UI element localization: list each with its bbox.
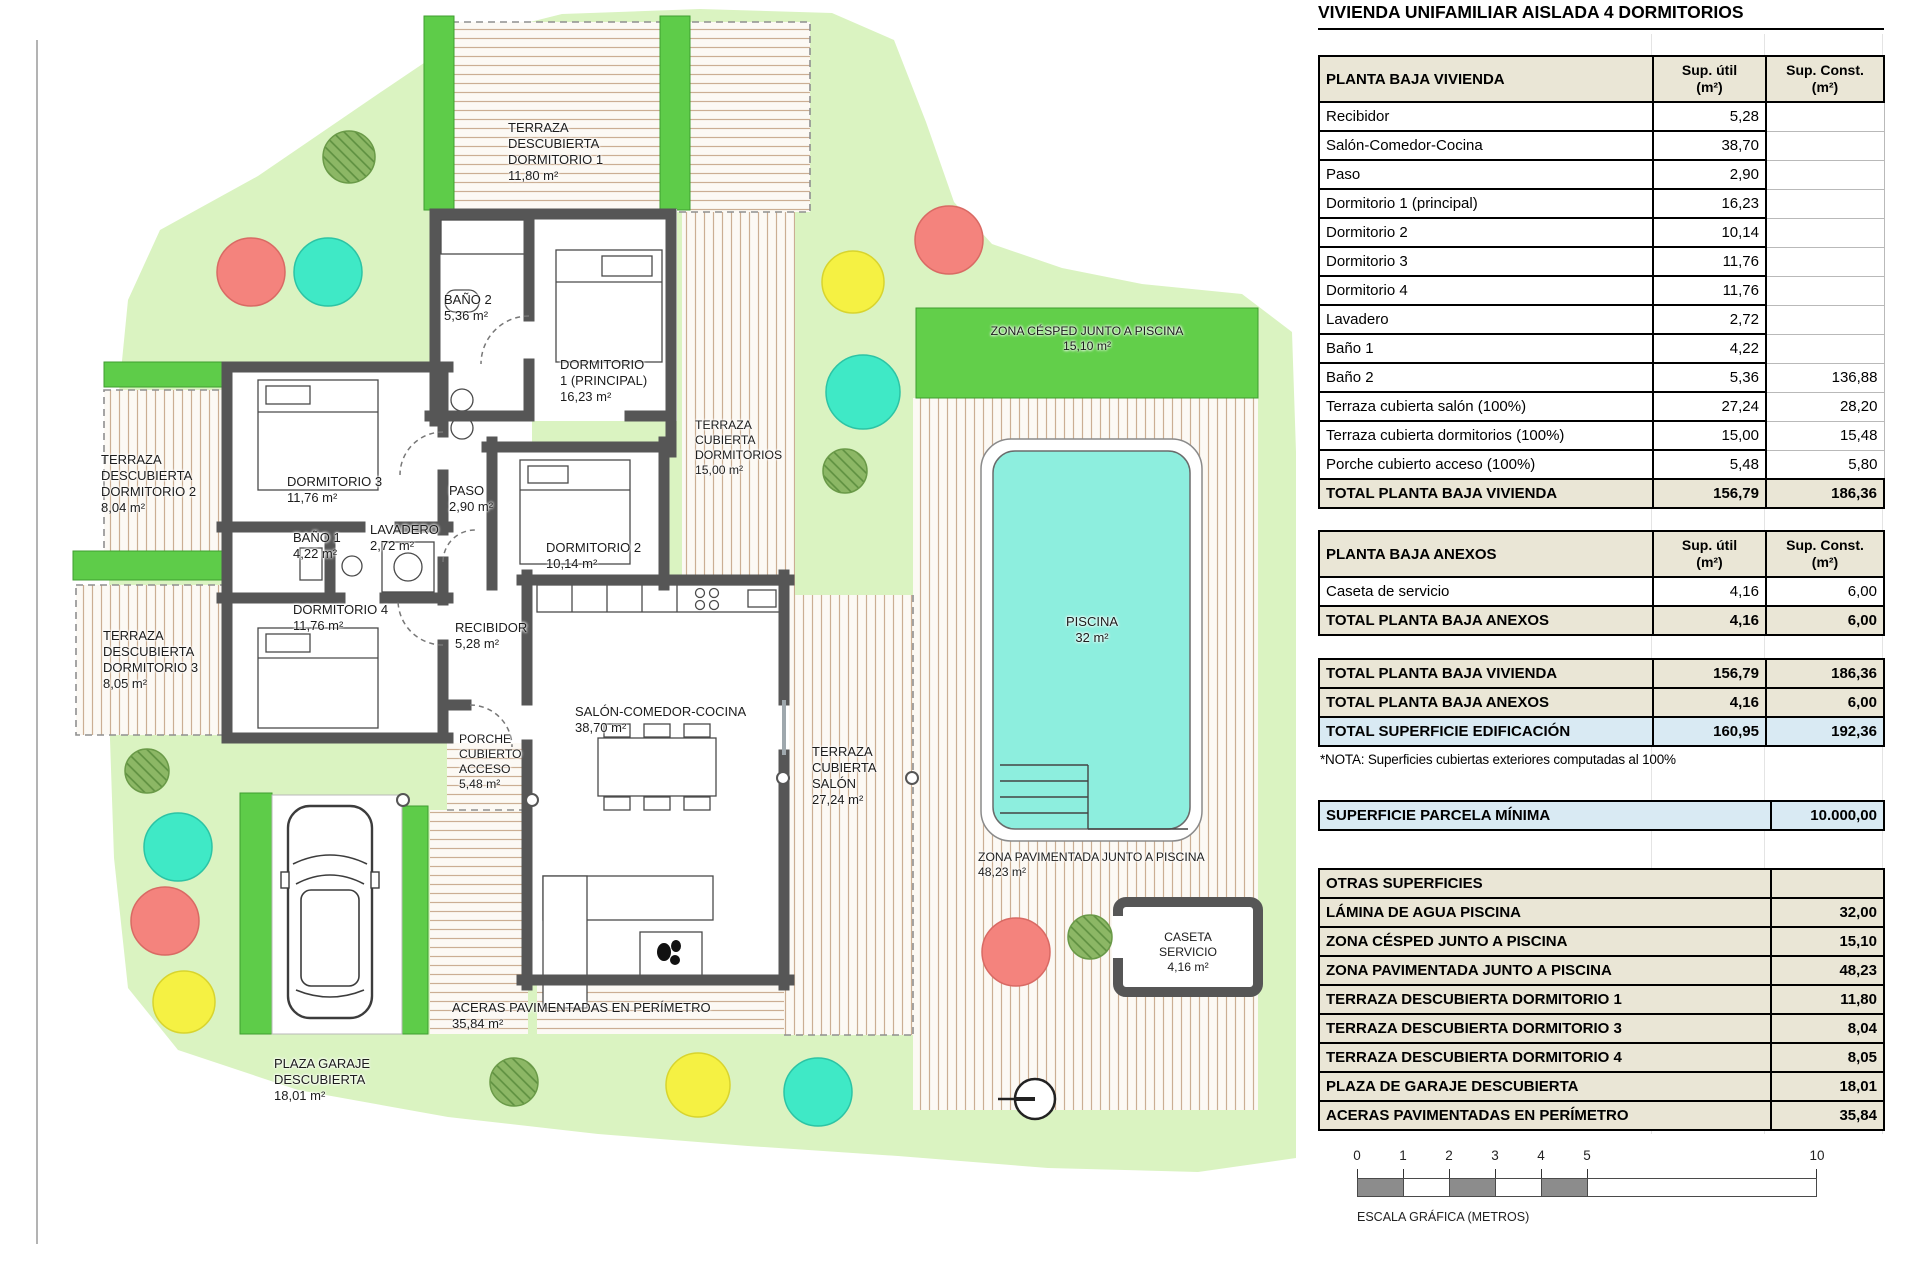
table-row bbox=[1319, 1043, 1884, 1072]
total-sup-util: 156,79 bbox=[1653, 479, 1766, 508]
row-sup-const: 5,80 bbox=[1766, 450, 1884, 479]
row-label: SUPERFICIE PARCELA MÍNIMA bbox=[1319, 801, 1771, 830]
table-row bbox=[1319, 276, 1884, 305]
row-sup-util: 4,16 bbox=[1653, 688, 1766, 717]
table-row bbox=[1319, 189, 1884, 218]
row-label: ACERAS PAVIMENTADAS EN PERÍMETRO bbox=[1319, 1101, 1771, 1130]
car-icon bbox=[281, 806, 379, 1018]
scale-tick bbox=[1357, 1169, 1358, 1178]
tree-olive bbox=[125, 749, 169, 793]
scale-tick bbox=[1587, 1169, 1588, 1178]
row-value: 10.000,00 bbox=[1771, 801, 1884, 830]
row-sup-util: 5,48 bbox=[1653, 450, 1766, 479]
table-planta-baja-anexos bbox=[1318, 530, 1885, 636]
note-text: *NOTA: Superficies cubiertas exteriores computadas al 100% bbox=[1320, 752, 1676, 767]
total-label: TOTAL PLANTA BAJA VIVIENDA bbox=[1319, 479, 1653, 508]
row-label: PLAZA DE GARAJE DESCUBIERTA bbox=[1319, 1072, 1771, 1101]
row-value: 8,05 bbox=[1771, 1043, 1884, 1072]
table-row bbox=[1319, 392, 1884, 421]
label-porche-cubierto-acceso: PORCHE CUBIERTO ACCESO 5,48 m² bbox=[459, 732, 522, 791]
table-row bbox=[1319, 334, 1884, 363]
row-sup-util: 2,90 bbox=[1653, 160, 1766, 189]
row-value: 11,80 bbox=[1771, 985, 1884, 1014]
row-label: Recibidor bbox=[1319, 102, 1653, 131]
row-sup-const bbox=[1766, 218, 1884, 247]
row-value: 15,10 bbox=[1771, 927, 1884, 956]
row-label: Caseta de servicio bbox=[1319, 577, 1653, 606]
row-sup-util: 11,76 bbox=[1653, 247, 1766, 276]
summary-total-row bbox=[1319, 717, 1884, 746]
scale-tick bbox=[1495, 1169, 1496, 1178]
table-title: PLANTA BAJA ANEXOS bbox=[1319, 531, 1653, 577]
label-zona-cesped: ZONA CÉSPED JUNTO A PISCINA 15,10 m² bbox=[990, 324, 1184, 353]
tree-salmon bbox=[915, 206, 983, 274]
table-row bbox=[1319, 898, 1884, 927]
scale-segment bbox=[1357, 1178, 1404, 1197]
total-sup-const: 6,00 bbox=[1766, 606, 1884, 635]
row-sup-const bbox=[1766, 276, 1884, 305]
table-row bbox=[1319, 985, 1884, 1014]
row-label: TOTAL SUPERFICIE EDIFICACIÓN bbox=[1319, 717, 1653, 746]
table-row bbox=[1319, 927, 1884, 956]
label-caseta-servicio: CASETA SERVICIO 4,16 m² bbox=[1158, 930, 1218, 974]
row-sup-util: 5,28 bbox=[1653, 102, 1766, 131]
table-row bbox=[1319, 160, 1884, 189]
row-label: Dormitorio 2 bbox=[1319, 218, 1653, 247]
row-sup-const bbox=[1766, 189, 1884, 218]
summary-row bbox=[1319, 688, 1884, 717]
label-lavadero: LAVADERO 2,72 m² bbox=[370, 522, 439, 553]
table-title: PLANTA BAJA VIVIENDA bbox=[1319, 56, 1653, 102]
tree-olive bbox=[323, 131, 375, 183]
col-header-sup-const: Sup. Const. (m²) bbox=[1766, 56, 1884, 102]
row-label: TERRAZA DESCUBIERTA DORMITORIO 3 bbox=[1319, 1014, 1771, 1043]
tree-olive bbox=[1068, 915, 1112, 959]
table-parcela-minima bbox=[1318, 800, 1885, 831]
row-value: 35,84 bbox=[1771, 1101, 1884, 1130]
label-aceras-pavimentadas: ACERAS PAVIMENTADAS EN PERÍMETRO 35,84 m² bbox=[452, 1000, 711, 1031]
table-row bbox=[1319, 102, 1884, 131]
garage bbox=[272, 795, 402, 1034]
row-label: LÁMINA DE AGUA PISCINA bbox=[1319, 898, 1771, 927]
row-sup-const bbox=[1766, 131, 1884, 160]
table-total-row bbox=[1319, 479, 1884, 508]
label-dormitorio-2: DORMITORIO 2 10,14 m² bbox=[546, 540, 642, 571]
row-label: Baño 2 bbox=[1319, 363, 1653, 392]
row-sup-const bbox=[1766, 334, 1884, 363]
page-title: VIVIENDA UNIFAMILIAR AISLADA 4 DORMITORIOS bbox=[1318, 2, 1884, 30]
graphic-scale bbox=[1353, 1148, 1825, 1240]
table-total-row bbox=[1319, 606, 1884, 635]
row-sup-const: 6,00 bbox=[1766, 577, 1884, 606]
row-value: 8,04 bbox=[1771, 1014, 1884, 1043]
tree-yellow bbox=[666, 1053, 730, 1117]
scale-caption: ESCALA GRÁFICA (METROS) bbox=[1357, 1210, 1530, 1224]
parcela-row bbox=[1319, 801, 1884, 830]
label-bano-1: BAÑO 1 4,22 m² bbox=[293, 530, 341, 561]
row-value: 18,01 bbox=[1771, 1072, 1884, 1101]
row-sup-const bbox=[1766, 247, 1884, 276]
row-value: 48,23 bbox=[1771, 956, 1884, 985]
tree-salmon bbox=[217, 238, 285, 306]
tree-teal bbox=[294, 238, 362, 306]
scale-tick-label: 0 bbox=[1353, 1148, 1361, 1163]
row-sup-const: 136,88 bbox=[1766, 363, 1884, 392]
scale-tick bbox=[1449, 1169, 1450, 1178]
table-row bbox=[1319, 305, 1884, 334]
row-sup-util: 5,36 bbox=[1653, 363, 1766, 392]
row-sup-const: 192,36 bbox=[1766, 717, 1884, 746]
row-sup-util: 10,14 bbox=[1653, 218, 1766, 247]
scale-tick-label: 5 bbox=[1583, 1148, 1591, 1163]
row-label: Porche cubierto acceso (100%) bbox=[1319, 450, 1653, 479]
row-label: Dormitorio 3 bbox=[1319, 247, 1653, 276]
summary-row bbox=[1319, 659, 1884, 688]
label-terraza-descubierta-dormitorio-2: TERRAZA DESCUBIERTA DORMITORIO 2 8,04 m² bbox=[101, 452, 197, 515]
scale-tick-label: 3 bbox=[1491, 1148, 1499, 1163]
row-label: TERRAZA DESCUBIERTA DORMITORIO 4 bbox=[1319, 1043, 1771, 1072]
table-resumen bbox=[1318, 658, 1885, 747]
label-plaza-garaje: PLAZA GARAJE DESCUBIERTA 18,01 m² bbox=[274, 1056, 371, 1103]
row-sup-util: 16,23 bbox=[1653, 189, 1766, 218]
row-label: Salón-Comedor-Cocina bbox=[1319, 131, 1653, 160]
table-header-row bbox=[1319, 531, 1884, 577]
scale-segment bbox=[1403, 1178, 1450, 1197]
total-sup-const: 186,36 bbox=[1766, 479, 1884, 508]
row-label: TOTAL PLANTA BAJA VIVIENDA bbox=[1319, 659, 1653, 688]
row-label: Lavadero bbox=[1319, 305, 1653, 334]
label-dormitorio-3: DORMITORIO 3 11,76 m² bbox=[287, 474, 383, 505]
table-row bbox=[1319, 1101, 1884, 1130]
tree-olive bbox=[490, 1058, 538, 1106]
total-label: TOTAL PLANTA BAJA ANEXOS bbox=[1319, 606, 1653, 635]
tree-yellow bbox=[153, 971, 215, 1033]
label-terraza-cubierta-salon: TERRAZA CUBIERTA SALÓN 27,24 m² bbox=[812, 744, 877, 807]
row-sup-const: 28,20 bbox=[1766, 392, 1884, 421]
label-terraza-descubierta-dormitorio-3: TERRAZA DESCUBIERTA DORMITORIO 3 8,05 m² bbox=[103, 628, 199, 691]
tree-yellow bbox=[822, 251, 884, 313]
label-recibidor: RECIBIDOR 5,28 m² bbox=[455, 620, 528, 651]
row-sup-util: 27,24 bbox=[1653, 392, 1766, 421]
row-sup-const bbox=[1766, 102, 1884, 131]
table-row bbox=[1319, 956, 1884, 985]
table-title: OTRAS SUPERFICIES bbox=[1319, 869, 1771, 898]
row-sup-const: 15,48 bbox=[1766, 421, 1884, 450]
table-row bbox=[1319, 131, 1884, 160]
tree-salmon bbox=[982, 918, 1050, 986]
row-sup-util: 160,95 bbox=[1653, 717, 1766, 746]
row-label: ZONA PAVIMENTADA JUNTO A PISCINA bbox=[1319, 956, 1771, 985]
table-header-row bbox=[1319, 869, 1884, 898]
header-value-cell bbox=[1771, 869, 1884, 898]
row-label: Baño 1 bbox=[1319, 334, 1653, 363]
row-label: TERRAZA DESCUBIERTA DORMITORIO 1 bbox=[1319, 985, 1771, 1014]
scale-tick bbox=[1816, 1169, 1817, 1178]
label-dormitorio-4: DORMITORIO 4 11,76 m² bbox=[293, 602, 389, 633]
scale-segment bbox=[1449, 1178, 1496, 1197]
scale-segment bbox=[1541, 1178, 1588, 1197]
scale-segment bbox=[1587, 1178, 1817, 1197]
row-label: Dormitorio 1 (principal) bbox=[1319, 189, 1653, 218]
label-paso: PASO 2,90 m² bbox=[449, 483, 494, 514]
table-row bbox=[1319, 421, 1884, 450]
row-sup-util: 11,76 bbox=[1653, 276, 1766, 305]
table-row bbox=[1319, 247, 1884, 276]
row-sup-util: 4,22 bbox=[1653, 334, 1766, 363]
scale-tick-label: 10 bbox=[1809, 1148, 1825, 1163]
row-sup-util: 15,00 bbox=[1653, 421, 1766, 450]
col-header-sup-util: Sup. útil (m²) bbox=[1653, 56, 1766, 102]
label-bano-2: BAÑO 2 5,36 m² bbox=[444, 292, 492, 323]
label-terraza-cubierta-dormitorios: TERRAZA CUBIERTA DORMITORIOS 15,00 m² bbox=[695, 418, 783, 477]
table-otras-superficies bbox=[1318, 868, 1885, 1131]
table-row bbox=[1319, 577, 1884, 606]
row-sup-const: 6,00 bbox=[1766, 688, 1884, 717]
table-row bbox=[1319, 1072, 1884, 1101]
col-header-sup-const: Sup. Const. (m²) bbox=[1766, 531, 1884, 577]
table-row bbox=[1319, 363, 1884, 392]
row-sup-const: 186,36 bbox=[1766, 659, 1884, 688]
table-header-row bbox=[1319, 56, 1884, 102]
label-salon-comedor-cocina: SALÓN-COMEDOR-COCINA 38,70 m² bbox=[575, 704, 747, 735]
row-label: Paso bbox=[1319, 160, 1653, 189]
scale-tick-label: 2 bbox=[1445, 1148, 1453, 1163]
label-zona-pavimentada: ZONA PAVIMENTADA JUNTO A PISCINA 48,23 m² bbox=[978, 850, 1205, 879]
label-dormitorio-1: DORMITORIO 1 (PRINCIPAL) 16,23 m² bbox=[560, 357, 648, 404]
row-sup-util: 38,70 bbox=[1653, 131, 1766, 160]
row-label: Terraza cubierta salón (100%) bbox=[1319, 392, 1653, 421]
col-header-sup-util: Sup. útil (m²) bbox=[1653, 531, 1766, 577]
table-row bbox=[1319, 450, 1884, 479]
scale-tick-label: 4 bbox=[1537, 1148, 1545, 1163]
table-planta-baja-vivienda bbox=[1318, 55, 1885, 509]
row-label: Dormitorio 4 bbox=[1319, 276, 1653, 305]
row-label: Terraza cubierta dormitorios (100%) bbox=[1319, 421, 1653, 450]
table-row bbox=[1319, 218, 1884, 247]
scale-tick bbox=[1403, 1169, 1404, 1178]
total-sup-util: 4,16 bbox=[1653, 606, 1766, 635]
tree-salmon bbox=[131, 887, 199, 955]
tree-teal bbox=[826, 355, 900, 429]
label-terraza-descubierta-dormitorio-1: TERRAZA DESCUBIERTA DORMITORIO 1 11,80 m² bbox=[508, 120, 604, 183]
row-label: TOTAL PLANTA BAJA ANEXOS bbox=[1319, 688, 1653, 717]
row-value: 32,00 bbox=[1771, 898, 1884, 927]
tree-teal bbox=[144, 813, 212, 881]
table-row bbox=[1319, 1014, 1884, 1043]
row-sup-util: 156,79 bbox=[1653, 659, 1766, 688]
tree-olive bbox=[823, 449, 867, 493]
scale-segment bbox=[1495, 1178, 1542, 1197]
row-sup-const bbox=[1766, 305, 1884, 334]
row-label: ZONA CÉSPED JUNTO A PISCINA bbox=[1319, 927, 1771, 956]
row-sup-util: 4,16 bbox=[1653, 577, 1766, 606]
row-sup-util: 2,72 bbox=[1653, 305, 1766, 334]
scale-tick-label: 1 bbox=[1399, 1148, 1407, 1163]
label-piscina: PISCINA 32 m² bbox=[1065, 614, 1118, 645]
scale-tick bbox=[1541, 1169, 1542, 1178]
tree-teal bbox=[784, 1058, 852, 1126]
row-sup-const bbox=[1766, 160, 1884, 189]
